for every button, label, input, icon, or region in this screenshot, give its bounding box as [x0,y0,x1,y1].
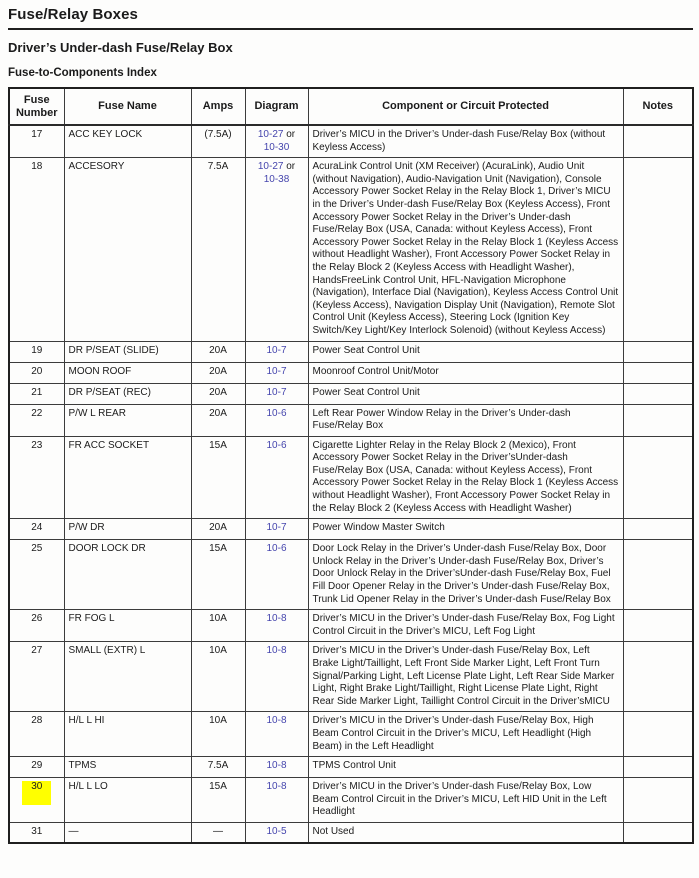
notes-cell [623,404,693,436]
section-title: Fuse-to-Components Index [8,67,157,79]
diagram-cell [245,778,308,823]
fuse-name-cell [64,362,191,383]
fuse-number-cell [9,125,64,158]
diagram-refs [258,129,295,153]
fuse-name-cell [64,436,191,519]
fuse-name-cell [64,540,191,610]
fuse-amps: (7.5A) [204,129,232,140]
fuse-name-cell [64,404,191,436]
notes-cell [623,158,693,341]
table-row [9,341,693,362]
table-row [9,125,693,158]
diagram-link[interactable]: 10-30 [263,141,290,153]
fuse-amps-cell [191,436,245,519]
fuse-name: ACC KEY LOCK [68,129,143,140]
fuse-name-cell [64,519,191,540]
fuse-amps-cell [191,822,245,843]
column-header-1: Fuse Name [64,88,191,125]
diagram-refs [266,345,286,356]
diagram-cell [245,158,308,341]
fuse-amps: 15A [209,439,227,451]
component-cell [308,778,623,823]
subtitle: Driver’s Under-dash Fuse/Relay Box [8,40,233,55]
component-cell [308,404,623,436]
component-cell [308,158,623,341]
table-row [9,822,693,843]
diagram-refs [266,408,286,419]
fuse-amps-cell [191,404,245,436]
fuse-number-cell [9,540,64,610]
fuse-number-cell [9,383,64,404]
notes-cell [623,383,693,404]
component-cell [308,519,623,540]
fuse-number: 18 [31,161,43,173]
notes-cell [623,125,693,158]
component-cell [308,341,623,362]
column-header-4: Component or Circuit Protected [308,88,623,125]
fuse-number: 21 [31,386,43,398]
diagram-cell [245,125,308,158]
fuse-amps: 7.5A [207,161,229,173]
component-text: Driver’s MICU in the Driver’s Under-dash Fuse/Relay Box, Left Brake Light/Taillight, Left Front Side Marker Light, Left Front Turn Signal/Parking Light, Left License Plate Light, Left Rear Side Marker Light, Right Brake Light/Taillight, Right License Plate Light, Right Rear Side Marker Light, Taillight Control Circuit in the Driver’sMICU [312,645,615,707]
fuse-amps-cell [191,778,245,823]
notes-cell [623,778,693,823]
table-row [9,540,693,610]
fuse-amps: 20A [209,344,227,356]
fuse-name-cell [64,642,191,712]
diagram-cell [245,341,308,362]
title-divider [8,28,693,30]
fuse-amps-cell [191,712,245,757]
fuse-amps: 20A [209,365,227,377]
diagram-refs [266,826,286,837]
diagram-refs [266,366,286,377]
fuse-name-cell [64,610,191,642]
diagram-cell [245,362,308,383]
component-cell [308,436,623,519]
table-row [9,757,693,778]
diagram-link[interactable]: 10-8 [266,760,287,772]
fuse-name-cell [64,383,191,404]
table-row [9,519,693,540]
diagram-text: or [283,161,296,173]
component-text: Driver’s MICU in the Driver’s Under-dash Fuse/Relay Box (without Keyless Access) [312,129,606,153]
diagram-link[interactable]: 10-27 [257,129,284,140]
fuse-name: P/W DR [68,522,105,534]
fuse-number-cell [9,158,64,341]
fuse-amps: 20A [209,407,227,419]
fuse-number-highlighted: 30 [22,781,51,805]
fuse-number-cell [9,404,64,436]
fuse-number-cell [9,712,64,757]
fuse-number: 24 [31,522,43,534]
fuse-number: 31 [31,825,43,837]
fuse-name: DOOR LOCK DR [68,543,146,555]
fuse-amps-cell [191,757,245,778]
diagram-refs [266,760,286,771]
notes-cell [623,642,693,712]
diagram-link[interactable]: 10-6 [266,407,287,419]
table-row [9,436,693,519]
component-text: Driver’s MICU in the Driver’s Under-dash Fuse/Relay Box, Fog Light Control Circuit in the Driver’s MICU, Left Fog Light [312,613,615,637]
fuse-amps: 20A [209,386,227,398]
notes-cell [623,712,693,757]
component-text: Door Lock Relay in the Driver’s Under-dash Fuse/Relay Box, Door Unlock Relay in the Driver’s Under-dash Fuse/Relay Box, Driver’s Door Unlock Relay in the Driver’sUnder-dash Fuse/Relay Box, Fuel Fill Door Opener Relay in the Driver’s Under-dash Fuse/Relay Box, Trunk Lid Opener Relay in the Driver’s Under-dash Fuse/Relay Box [312,543,611,605]
fuse-number: 27 [31,645,43,657]
fuse-number: 23 [31,439,43,451]
fuse-number-cell [9,362,64,383]
fuse-number-cell [9,341,64,362]
fuse-name: ACCESORY [68,161,125,173]
fuse-amps-cell [191,519,245,540]
fuse-amps-cell [191,158,245,341]
diagram-cell [245,822,308,843]
table-row [9,383,693,404]
fuse-name-cell [64,757,191,778]
fuse-name: FR FOG L [68,613,115,625]
diagram-cell [245,436,308,519]
column-header-5: Notes [623,88,693,125]
diagram-link[interactable]: 10-7 [266,365,287,377]
diagram-link[interactable]: 10-8 [266,613,287,625]
diagram-link[interactable]: 10-38 [263,173,290,185]
diagram-cell [245,404,308,436]
component-text: AcuraLink Control Unit (XM Receiver) (AcuraLink), Audio Unit (without Navigation), Audio-Navigation Unit (Navigation), Console Accessory Power Socket Relay in the Relay Block 1, Driver’s MICU in the Driver’s Under-dash Fuse/Relay Box (Keyless Access), Front Accessory Power Socket Relay in the Driver’s Under-dash Fuse/Relay Box (USA, Canada: without Keyless Access), Front Accessory Power Socket Relay in the Relay Block 1 (Keyless Access without Headlight Washer), Front Accessory Power Socket Relay in the Relay Block 2 (Keyless Access with Headlight Washer), HandsFreeLink Control Unit, HFL-Navigation Microphone (Navigation), Interface Dial (Navigation), Keyless Access Control Unit (Keyless Access), Navigation Display Unit (Navigation), Remote Slot Control Unit (Keyless Access), Steering Lock (Ignition Key Switch/Key Light/Key Interlock Solenoid) (without Keyless Access) [312,161,619,336]
component-cell [308,757,623,778]
fuse-name: — [68,825,79,837]
fuse-name-cell [64,125,191,158]
diagram-link[interactable]: 10-5 [266,825,287,837]
diagram-link[interactable]: 10-8 [266,645,287,657]
fuse-name-cell [64,778,191,823]
diagram-cell [245,540,308,610]
fuse-number: 17 [31,129,43,140]
diagram-refs [266,645,286,656]
fuse-amps-cell [191,341,245,362]
diagram-refs [266,440,286,451]
fuse-number-cell [9,519,64,540]
fuse-number: 20 [31,365,43,377]
fuse-amps-cell [191,125,245,158]
notes-cell [623,341,693,362]
fuse-amps: 10A [209,715,227,727]
fuse-number: 28 [31,715,43,727]
column-header-3: Diagram [245,88,308,125]
fuse-name-cell [64,158,191,341]
fuse-amps: — [213,825,223,837]
component-cell [308,610,623,642]
notes-cell [623,519,693,540]
diagram-link[interactable]: 10-8 [266,781,287,793]
fuse-name: DR P/SEAT (SLIDE) [68,344,159,356]
component-cell [308,642,623,712]
fuse-name: H/L L HI [68,715,105,727]
fuse-amps-cell [191,362,245,383]
fuse-amps-cell [191,642,245,712]
notes-cell [623,362,693,383]
component-cell [308,822,623,843]
component-text: Power Window Master Switch [312,522,445,534]
fuse-name-cell [64,341,191,362]
fuse-name: DR P/SEAT (REC) [68,386,151,398]
diagram-refs [266,613,286,624]
fuse-number-cell [9,642,64,712]
diagram-refs [266,715,286,726]
fuse-number-cell [9,610,64,642]
fuse-amps: 10A [209,613,227,625]
diagram-refs [266,781,286,792]
diagram-link[interactable]: 10-7 [266,344,287,356]
fuse-amps: 7.5A [207,760,229,772]
diagram-link[interactable]: 10-7 [266,386,287,398]
component-text: TPMS Control Unit [312,760,396,772]
fuse-amps: 10A [209,645,227,657]
diagram-link[interactable]: 10-6 [266,543,287,555]
fuse-name-cell [64,822,191,843]
column-header-0: Fuse Number [9,88,64,125]
component-text: Not Used [312,825,355,837]
diagram-link[interactable]: 10-27 [257,161,284,173]
fuse-number: 19 [31,344,43,356]
diagram-cell [245,712,308,757]
diagram-cell [245,519,308,540]
fuse-amps: 15A [209,543,227,555]
component-text: Power Seat Control Unit [312,386,420,398]
column-header-2: Amps [191,88,245,125]
fuse-amps-cell [191,610,245,642]
component-text: Driver’s MICU in the Driver’s Under-dash Fuse/Relay Box, Low Beam Control Circuit in the Driver’s MICU, Left HID Unit in the Left Headlight [312,781,607,818]
diagram-refs [266,387,286,398]
fuse-number: 22 [31,407,43,419]
notes-cell [623,757,693,778]
notes-cell [623,540,693,610]
diagram-refs [258,161,295,185]
notes-cell [623,436,693,519]
table-row [9,712,693,757]
fuse-amps: 15A [209,781,227,793]
fuse-name: FR ACC SOCKET [68,439,150,451]
notes-cell [623,610,693,642]
fuse-name: TPMS [68,760,97,772]
fuse-amps-cell [191,540,245,610]
notes-cell [623,822,693,843]
page-title: Fuse/Relay Boxes [8,6,138,23]
component-cell [308,125,623,158]
diagram-link[interactable]: 10-6 [266,439,287,451]
fuse-number: 29 [31,760,43,772]
component-text: Cigarette Lighter Relay in the Relay Block 2 (Mexico), Front Accessory Power Socket Relay in the Driver’sUnder-dash Fuse/Relay Box (USA, Canada: without Keyless Access), Front Accessory Power Socket Relay in the Relay Block 1 (Keyless Access without Headlight Washer), Front Accessory Power Socket Relay in the Relay Block 2 (Keyless Access with Headlight Washer) [312,439,619,514]
diagram-cell [245,383,308,404]
fuse-index-table [8,87,694,844]
fuse-number: 26 [31,613,43,625]
component-text: Left Rear Power Window Relay in the Driver’s Under-dash Fuse/Relay Box [312,407,571,432]
table-row [9,778,693,823]
table-row [9,610,693,642]
fuse-amps: 20A [209,522,227,534]
fuse-name-cell [64,712,191,757]
header-row [9,88,693,125]
table-row [9,642,693,712]
component-text: Power Seat Control Unit [312,344,420,356]
diagram-cell [245,757,308,778]
component-cell [308,383,623,404]
fuse-table-body [9,125,693,843]
fuse-number-cell [9,436,64,519]
fuse-number-cell [9,822,64,843]
diagram-refs [266,522,286,533]
fuse-number: 25 [31,543,43,555]
component-cell [308,362,623,383]
diagram-link[interactable]: 10-8 [266,715,287,727]
fuse-amps-cell [191,383,245,404]
component-text: Moonroof Control Unit/Motor [312,365,439,377]
diagram-refs [266,543,286,554]
diagram-cell [245,642,308,712]
diagram-cell [245,610,308,642]
diagram-link[interactable]: 10-7 [266,522,287,534]
fuse-number-cell [9,757,64,778]
fuse-name: P/W L REAR [68,407,126,419]
component-cell [308,540,623,610]
component-text: Driver’s MICU in the Driver’s Under-dash Fuse/Relay Box, High Beam Control Circuit in the Driver’s MICU, Left Headlight (High Beam) in the Left Headlight [312,715,594,752]
fuse-name: SMALL (EXTR) L [68,645,146,657]
table-row [9,404,693,436]
fuse-name: MOON ROOF [68,365,132,377]
table-row [9,158,693,341]
table-row [9,362,693,383]
component-cell [308,712,623,757]
fuse-number-cell [9,778,64,823]
diagram-text: or [283,129,296,140]
fuse-name: H/L L LO [68,781,108,793]
